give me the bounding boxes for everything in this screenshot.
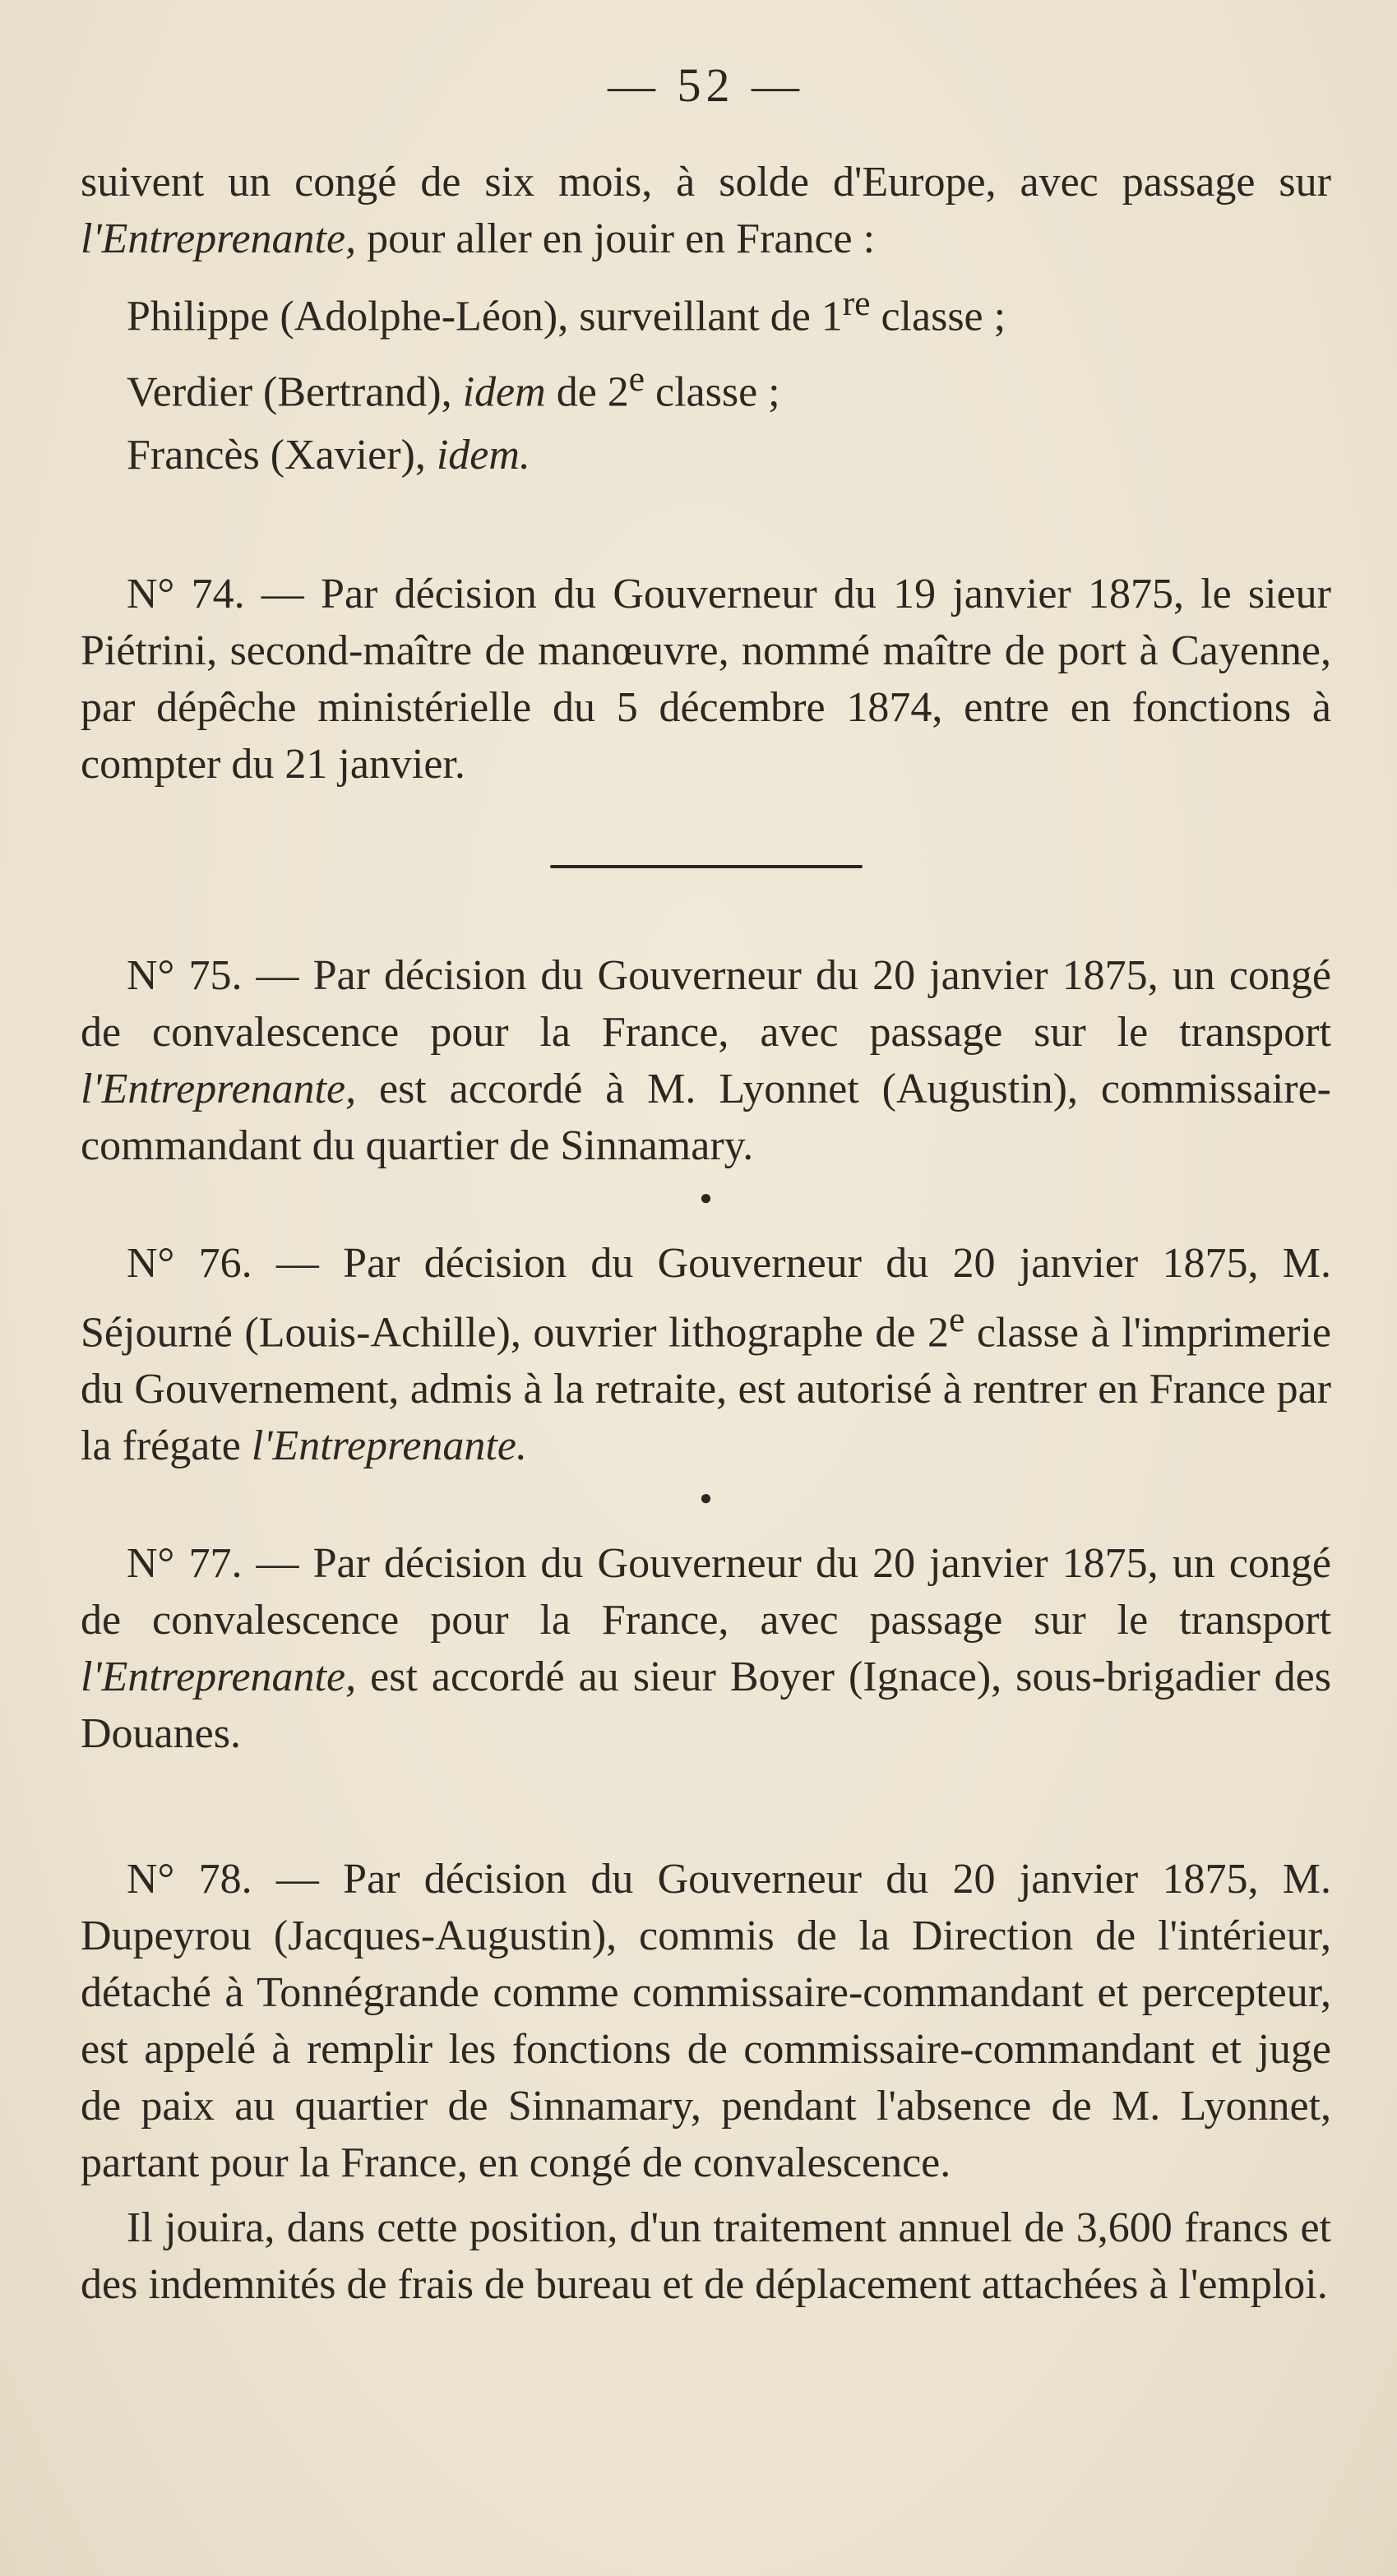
entry-77: [81, 1535, 1331, 1762]
entry-77-text-1: N° 77. — Par décision du Gouverneur du 20 janvier 1875, un congé de convalescence pour la France, avec passage sur le transport: [81, 1539, 1331, 1644]
person-sup: re: [842, 284, 871, 323]
person-idem: idem: [462, 368, 546, 416]
entry-74: N° 74. — Par décision du Gouverneur du 19 janvier 1875, le sieur Piétrini, second-maître de manœuvre, nommé maître de port à Cayenne, par dépêche ministérielle du 5 décembre 1874, entre en fonctions à compter du 21 janvier.: [81, 570, 1331, 788]
entry-75-text-2: est accordé à M. Lyonnet (Augustin), commissaire-commandant du quartier de Sinnamary.: [81, 1065, 1331, 1169]
entry-76-sup: e: [949, 1299, 965, 1339]
ornament-dot: ●: [699, 1485, 713, 1510]
entry-76-text-1: N° 76. — Par décision du Gouverneur du 20 janvier 1875, M. Séjourné (Louis-Achille), ouvrier lithographe de 2: [81, 1239, 1331, 1356]
entry-75: [81, 947, 1331, 1174]
person-sup: e: [628, 359, 645, 400]
person-idem: idem.: [436, 431, 530, 479]
person-name: Philippe (Adolphe-Léon), surveillant de 1: [127, 293, 843, 340]
ship-name: l'Entreprenante,: [81, 1653, 357, 1700]
person-item: [81, 348, 1331, 423]
entry-75-text-1: N° 75. — Par décision du Gouverneur du 20 janvier 1875, un congé de convalescence pour la France, avec passage sur le transport: [81, 951, 1331, 1056]
person-item: [81, 424, 1331, 487]
person-name: Francès (Xavier),: [127, 431, 437, 479]
ship-name: l'Entreprenante,: [81, 215, 357, 262]
person-item: [81, 272, 1331, 348]
page-number: — 52 —: [608, 58, 804, 112]
persons-list: [81, 272, 1331, 487]
entry-76: [81, 1235, 1331, 1474]
section-separator: [550, 865, 863, 868]
person-rest: classe ;: [870, 293, 1006, 340]
entry-77-text-2: est accordé au sieur Boyer (Ignace), sous-brigadier des Douanes.: [81, 1653, 1331, 1757]
ship-name: l'Entreprenante.: [251, 1422, 527, 1469]
intro-text-2: pour aller en jouir en France :: [356, 215, 876, 262]
intro-paragraph: [81, 154, 1331, 267]
person-rest-pre: de 2: [545, 368, 629, 416]
ship-name: l'Entreprenante,: [81, 1065, 357, 1112]
person-name: Verdier (Bertrand),: [127, 368, 463, 416]
person-rest: classe ;: [645, 368, 780, 416]
entry-76-text-2: classe à l'imprimerie du Gouvernement, admis à la retraite, est autorisé à rentrer en France par la frégate: [81, 1308, 1331, 1469]
entry-78-continued: Il jouira, dans cette position, d'un traitement annuel de 3,600 francs et des indemnités de frais de bureau et de déplacement attachées à l'emploi.: [81, 2204, 1331, 2308]
entry-78: N° 78. — Par décision du Gouverneur du 20 janvier 1875, M. Dupeyrou (Jacques-Augustin), commis de la Direction de l'intérieur, détaché à Tonnégrande comme commissaire-commandant et percepteur, est appelé à remplir les fonctions de commissaire-commandant et juge de paix au quartier de Sinnamary, pendant l'absence de M. Lyonnet, partant pour la France, en congé de convalescence.: [81, 1855, 1331, 2186]
ornament-dot: ●: [699, 1185, 713, 1209]
intro-text-1: suivent un congé de six mois, à solde d'Europe, avec passage sur: [81, 159, 1331, 206]
